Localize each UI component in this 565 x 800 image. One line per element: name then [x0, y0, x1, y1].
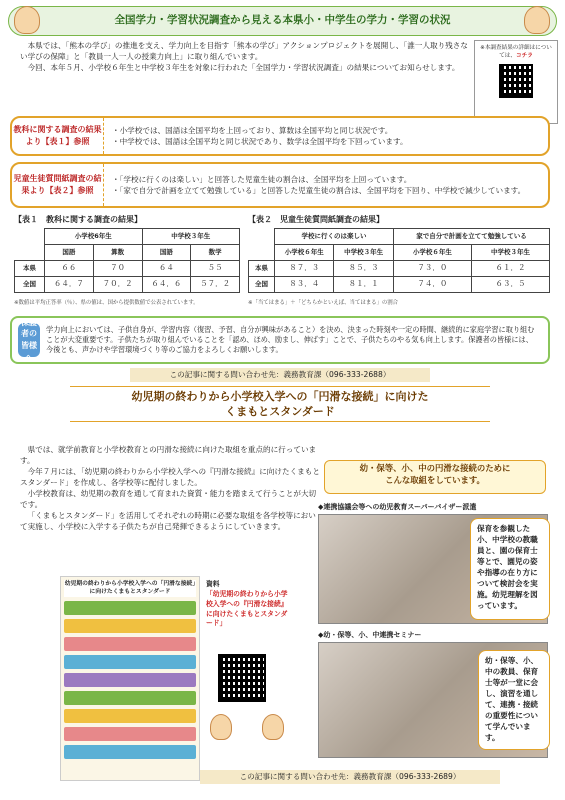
result-questionnaire-line-1: ・「学校に行くのは楽しい」と回答した児童生徒の割合は、全国平均を上回っています。	[112, 175, 412, 184]
table1-caption: 【表１ 教科に関する調査の結果】	[14, 215, 142, 224]
table-row	[15, 277, 240, 293]
table2-cell: ７３．０	[393, 261, 471, 277]
qr-info-box	[474, 40, 558, 124]
table1-sub-header: 数学	[191, 245, 240, 261]
table2-sub-header: 小学校６年生	[275, 245, 334, 261]
flyer-bar	[64, 727, 196, 741]
child-illustration	[262, 714, 284, 740]
table2-group-header: 家で自分で計画を立てて勉強している	[393, 229, 549, 245]
flyer-bar	[64, 745, 196, 759]
table1-row-label: 全国	[15, 277, 45, 293]
table2-cell: ６１．２	[471, 261, 549, 277]
table1-cell: ５５	[191, 261, 240, 277]
table1-sub-header: 国語	[45, 245, 94, 261]
table1-group-header: 中学校３年生	[142, 229, 240, 245]
section2-title-line-2: くまもとスタンダード	[225, 405, 335, 419]
section2-body	[20, 444, 320, 532]
qr-code-icon[interactable]	[218, 654, 266, 702]
initiatives-heading-line-2: こんな取組をしています。	[385, 474, 485, 485]
table-row	[249, 277, 550, 293]
table1-row-label: 本県	[15, 261, 45, 277]
child-illustration-right	[524, 6, 550, 34]
inquiry-contact-1: この記事に関する問い合わせ先：義務教育課（096-333-2688）	[130, 368, 430, 382]
flyer-bar	[64, 709, 196, 723]
table2-cell: ６３．５	[471, 277, 549, 293]
table2-group-header: 学校に行くのは楽しい	[275, 229, 394, 245]
table1-sub-header: 国語	[142, 245, 191, 261]
guardian-label: 保護者の皆様へ	[18, 323, 40, 357]
table1-cell: ５７．２	[191, 277, 240, 293]
table1-cell: ６６	[45, 261, 94, 277]
table2-row-label: 全国	[249, 277, 275, 293]
flyer-bar	[64, 637, 196, 651]
table1-sub-header: 算数	[93, 245, 142, 261]
section2-paragraph-1: 県では、就学前教育と小学校教育との円滑な接続に向けた取組を重点的に行っています。	[20, 445, 317, 465]
table1-cell: ６４．７	[45, 277, 94, 293]
table-row	[15, 261, 240, 277]
result-box-questionnaire-label: 児童生徒質問紙調査の結果より【表２】参照	[12, 164, 104, 206]
result-questionnaire-line-2: ・「家で自分で計画を立てて勉強している」と回答した児童生徒の割合は、全国平均を下回り、中学校で減少しています。	[112, 186, 526, 195]
section2-paragraph-2: 今年７月には、「幼児期の終わりから小学校入学への『円滑な接続』に向けたくまもとスタンダード」を作成し、各学校等に配付しました。	[20, 467, 320, 487]
panel-seminar-text: 幼・保等、小、中の教員、保育士等が一堂に会し、演習を通して、連携・接続の重要性について学んでいます。	[478, 650, 550, 750]
section1-title-text: 全国学力・学習状況調査から見える本県小・中学生の学力・学習の状況	[114, 14, 451, 27]
table1-cell: ７０．２	[93, 277, 142, 293]
section2-title	[70, 386, 490, 422]
initiatives-heading-line-1: 幼・保等、小、中の円滑な接続のために	[359, 463, 511, 473]
caption-seminar: ◆幼・保等、小、中連携セミナー	[318, 631, 422, 639]
qr-code-icon[interactable]	[499, 64, 533, 98]
document-reference	[206, 580, 288, 629]
result-subjects-line-1: ・小学校では、国語は全国平均を上回っており、算数は全国平均と同じ状況です。	[112, 126, 393, 135]
section2-title-line-1: 幼児期の終わりから小学校入学への「円滑な接続」に向けた	[131, 390, 429, 403]
table2-cell: ８３．４	[275, 277, 334, 293]
guardian-text: 学力向上においては、子供自身が、学習内容（復習、予習、自分が興味があること）を決め、決まった時刻や一定の時間、継続的に家庭学習に取り組むことが大変重要です。子供たちが取り組んでいることを「認め、ほめ、励まし、伸ばす」ことで、子供たちのやる気も向上します。保護者の皆様には、今後とも、声かけや学習環境づくり等のご協力をよろしくお願いします。	[46, 324, 535, 355]
flyer-bar	[64, 601, 196, 615]
document-reference-label: 資料	[206, 580, 220, 588]
table1-cell: ６４	[142, 261, 191, 277]
table2-cell: ７４．０	[393, 277, 471, 293]
table2-sub-header: 中学校３年生	[334, 245, 393, 261]
guardian-box	[10, 316, 550, 364]
table2-row-label: 本県	[249, 261, 275, 277]
child-illustration-left	[14, 6, 40, 34]
intro-paragraph-2: 今回、本年５月、小学校６年生と中学校３年生を対象に行われた「全国学力・学習状況調査」の結果についてお知らせします。	[27, 63, 460, 72]
result-box-subjects-label: 教科に関する調査の結果より【表１】参照	[12, 118, 104, 154]
intro-text	[20, 40, 468, 73]
table2-cell: ８７．３	[275, 261, 334, 277]
result-box-subjects	[10, 116, 550, 156]
table2-caption: 【表２ 児童生徒質問紙調査の結果】	[248, 215, 384, 224]
table-row	[249, 261, 550, 277]
intro-paragraph-1: 本県では、「熊本の学び」の推進を支え、学力向上を目指す「熊本の学び」アクションプロジェクトを展開し、「誰一人取り残さない学びの保障」と「教員一人一人の授業力向上」に取り組んでいます。	[20, 41, 468, 61]
table1	[14, 228, 240, 293]
table1-group-header: 小学校6年生	[45, 229, 143, 245]
document-reference-title[interactable]: 「幼児期の終わりから小学校入学への『円滑な接続』に向けたくまもとスタンダード」	[206, 589, 288, 628]
table1-cell: ６４．６	[142, 277, 191, 293]
table2-cell: ８１．１	[334, 277, 393, 293]
result-subjects-line-2: ・中学校では、国語は全国平均と同じ状況であり、数学は全国平均を下回っています。	[112, 137, 408, 146]
qr-note: ※本調査結果の詳細はについては、	[480, 45, 552, 60]
table2-note: ※「当てはまる」＋「どちらかといえば、当てはまる」の割合	[248, 300, 399, 306]
table2-cell: ８５．３	[334, 261, 393, 277]
caption-supervisor-dispatch: ◆連携協議会等への幼児教育スーパーバイザー派遣	[318, 503, 477, 511]
table2-sub-header: 中学校３年生	[471, 245, 549, 261]
result-box-questionnaire	[10, 162, 550, 208]
flyer-title: 幼児期の終わりから小学校入学への「円滑な接続」に向けたくまもとスタンダード	[64, 581, 196, 596]
kumamoto-standard-flyer	[60, 576, 200, 781]
panel-supervisor-text: 保育を参観した小、中学校の教職員と、園の保育士等とで、園児の姿や指導の在り方について検討会を実施。幼児理解を図っています。	[470, 518, 550, 620]
qr-link[interactable]: コチラ	[516, 53, 533, 60]
table2	[248, 228, 550, 293]
flyer-bar	[64, 691, 196, 705]
flyer-bar	[64, 673, 196, 687]
table1-cell: ７０	[93, 261, 142, 277]
table1-note: ※数値は平均正答率（％）、県の値は、国から提供数値で公表されています。	[14, 300, 199, 306]
inquiry-contact-2: この記事に関する問い合わせ先：義務教育課（096-333-2689）	[200, 770, 500, 784]
flyer-bar	[64, 619, 196, 633]
section2-paragraph-4: 「くまもとスタンダード」を活用してそれぞれの時期に必要な取組を各学校等において実施し、小学校に入学する子供たちが自己発揮できるようにしていきます。	[20, 511, 316, 531]
section1-title	[8, 6, 557, 36]
section2-paragraph-3: 小学校教育は、幼児期の教育を通して育まれた資質・能力を踏まえて行うことが大切です。	[20, 489, 317, 509]
flyer-bar	[64, 655, 196, 669]
table2-sub-header: 小学校６年生	[393, 245, 471, 261]
child-illustration	[210, 714, 232, 740]
initiatives-heading-box	[324, 460, 546, 494]
